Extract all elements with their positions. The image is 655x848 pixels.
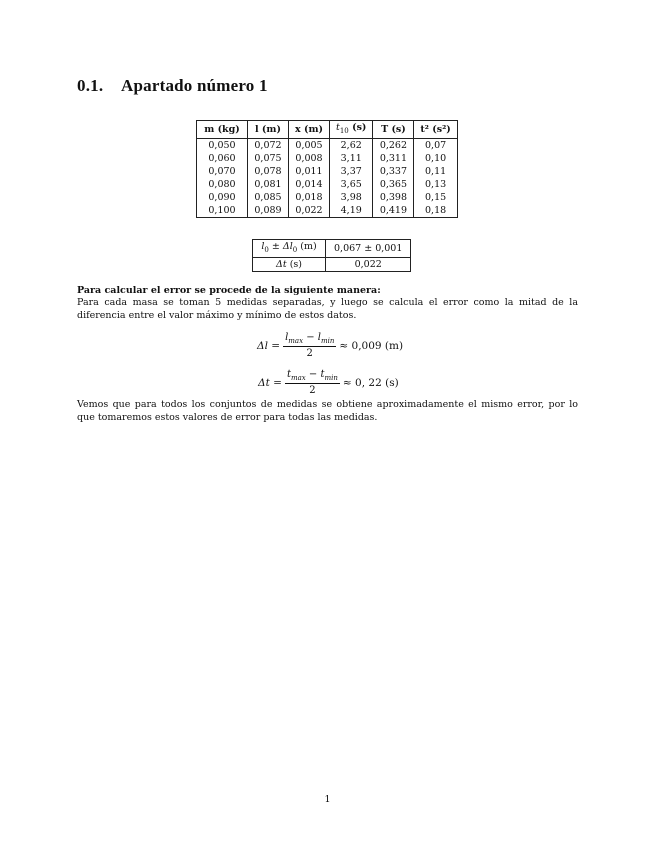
table-cell: 2,62 [330, 138, 373, 152]
operator: − [305, 369, 321, 380]
equation-delta-t [258, 369, 399, 396]
table-cell: 0,11 [414, 165, 457, 178]
table-cell: 0,089 [248, 204, 289, 218]
table-cell: 0,10 [414, 152, 457, 165]
equation-delta-l [257, 332, 403, 359]
cell-time-error-value: 0,022 [326, 257, 411, 271]
unit: (s) [286, 258, 302, 270]
section-title: Apartado número 1 [121, 76, 268, 95]
header-period: T (s) [373, 121, 414, 139]
operator: − [303, 332, 318, 343]
error-method-paragraph: Para cada masa se toman 5 medidas separadas, y luego se calcula el error como la mitad de la diferencia entre el valor máximo y mínimo de estos datos. [77, 297, 578, 321]
unit: (m) [297, 241, 317, 252]
header-t10 [330, 121, 373, 139]
subscript: max [288, 337, 304, 345]
header-period-squared: t² (s²) [414, 121, 457, 139]
table-cell: 0,419 [373, 204, 414, 218]
subscript: 0 [264, 245, 269, 254]
symbol-l: l [261, 241, 265, 252]
symbol-delta-l: ± Δl [268, 241, 293, 252]
var: t [286, 369, 291, 380]
measurements-table [196, 120, 458, 218]
symbol-delta-t: Δt [276, 258, 287, 270]
table-cell: 0,07 [414, 138, 457, 152]
table-row [197, 204, 458, 218]
cell-length-error-label [253, 240, 326, 258]
table-cell: 0,022 [289, 204, 330, 218]
table-cell: 0,090 [197, 191, 248, 204]
header-displacement: x (m) [289, 121, 330, 139]
eq-rhs: ≈ 0,009 (m) [339, 339, 404, 352]
table-row [197, 138, 458, 152]
eq-lhs: Δl = [257, 339, 281, 352]
table-cell: 0,014 [289, 178, 330, 191]
header-length: l (m) [248, 121, 289, 139]
table-cell: 0,072 [248, 138, 289, 152]
table-cell: 0,075 [248, 152, 289, 165]
header-t10-unit: (s) [348, 122, 367, 133]
table-row [197, 178, 458, 191]
table-cell: 3,37 [330, 165, 373, 178]
table-cell: 0,070 [197, 165, 248, 178]
var: l [285, 332, 289, 343]
table-cell: 0,365 [373, 178, 414, 191]
table-cell: 0,018 [289, 191, 330, 204]
table-cell: 0,060 [197, 152, 248, 165]
fraction-denominator: 2 [306, 348, 313, 359]
eq-rhs: ≈ 0, 22 (s) [342, 376, 399, 389]
table-cell: 0,008 [289, 152, 330, 165]
var: l [317, 332, 321, 343]
eq-lhs: Δt = [258, 376, 282, 389]
header-t10-symbol: t [336, 122, 340, 133]
table-cell: 0,100 [197, 204, 248, 218]
table-cell: 0,18 [414, 204, 457, 218]
table-cell: 3,65 [330, 178, 373, 191]
cell-time-error-label [253, 257, 326, 271]
var: t [320, 369, 325, 380]
cell-length-error-value: 0,067 ± 0,001 [326, 240, 411, 258]
table-cell: 0,398 [373, 191, 414, 204]
error-method-heading: Para calcular el error se procede de la siguiente manera: [77, 285, 381, 296]
table-cell: 0,011 [289, 165, 330, 178]
table-cell: 0,080 [197, 178, 248, 191]
table-cell: 0,13 [414, 178, 457, 191]
table-cell: 0,15 [414, 191, 457, 204]
table-body [197, 138, 458, 217]
table-cell: 4,19 [330, 204, 373, 218]
header-t10-subscript: 10 [339, 126, 349, 135]
table-row [197, 152, 458, 165]
table-cell: 0,081 [248, 178, 289, 191]
conclusion-paragraph: Vemos que para todos los conjuntos de medidas se obtiene aproximadamente el mismo error, por lo que tomaremos estos valores de error para todas las medidas. [77, 399, 578, 423]
subscript: max [290, 374, 306, 382]
subscript: min [321, 337, 335, 345]
header-mass: m (kg) [197, 121, 248, 139]
table-row [253, 240, 411, 258]
table-cell: 0,337 [373, 165, 414, 178]
table-cell: 0,262 [373, 138, 414, 152]
fraction-numerator [285, 369, 340, 384]
table-cell: 0,050 [197, 138, 248, 152]
table-cell: 0,078 [248, 165, 289, 178]
table-row [253, 257, 411, 271]
table-cell: 0,005 [289, 138, 330, 152]
subscript: 0 [292, 245, 298, 254]
section-heading [77, 76, 268, 96]
section-number: 0.1. [77, 76, 104, 95]
error-table [252, 239, 411, 272]
subscript: min [324, 374, 338, 382]
table-row [197, 165, 458, 178]
table-row [197, 191, 458, 204]
table-header-row [197, 121, 458, 139]
table-cell: 3,11 [330, 152, 373, 165]
fraction-denominator: 2 [309, 385, 316, 396]
page-number: 1 [324, 794, 331, 805]
fraction [283, 332, 336, 359]
fraction-numerator [283, 332, 336, 347]
table-cell: 3,98 [330, 191, 373, 204]
fraction [285, 369, 340, 396]
table-cell: 0,311 [373, 152, 414, 165]
table-cell: 0,085 [248, 191, 289, 204]
